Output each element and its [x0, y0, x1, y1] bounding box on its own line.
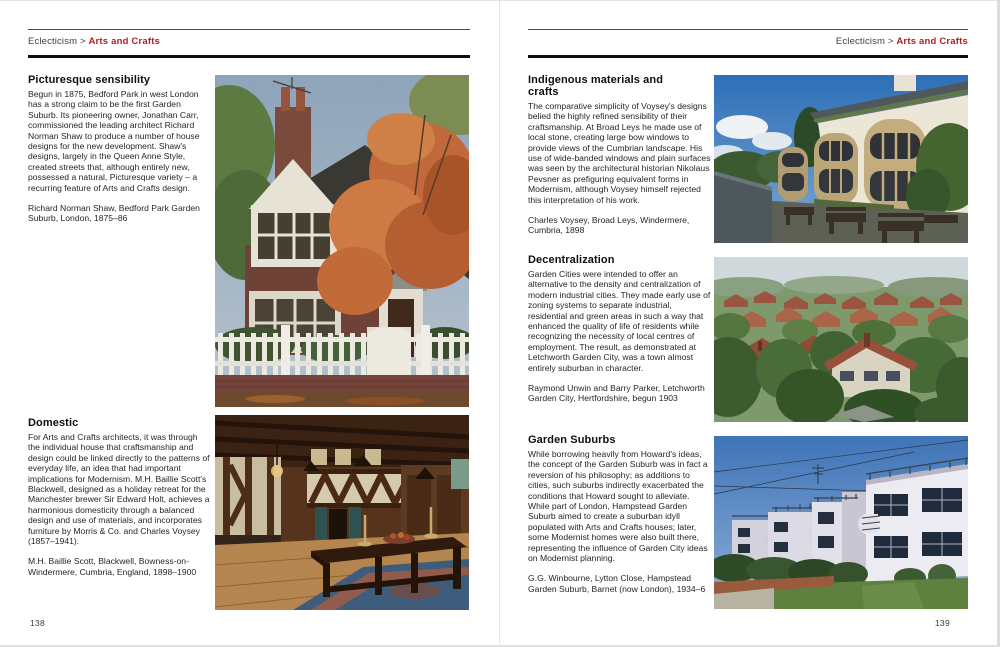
blackwell-interior-illustration: [215, 415, 469, 610]
section-heading: Decentralization: [528, 254, 615, 266]
page-number-right: 139: [934, 618, 950, 628]
photo-caption: G.G. Winbourne, Lytton Close, Hampstead Garden Suburb, Barnet (now London), 1934–6: [528, 573, 706, 594]
left-page-header: [28, 29, 470, 58]
letchworth-aerial-illustration: [714, 257, 968, 422]
photo-caption: Richard Norman Shaw, Bedford Park Garden Suburb, London, 1875–86: [28, 203, 200, 224]
section-heading: Domestic: [28, 417, 79, 429]
section-indigenous-materials: [528, 74, 711, 236]
breadcrumb: [28, 30, 470, 47]
right-page-header: [528, 29, 968, 58]
broad-leys-illustration: [714, 75, 968, 243]
section-body: Garden Cities were intended to offer an alternative to the density and centralization of modern industrial cities. They made early use of zoning systems to separate industrial, residential and green areas in such a way that enhanced the quality of life of residents while recognizing the necessity of local centres of employment. The result, as demonstrated at Letchworth Garden City, was a town almost entirely suburban in character.: [528, 269, 711, 373]
section-body: Begun in 1875, Bedford Park in west London has a strong claim to be the first Garden Suburb. Its pioneering owner, Jonathan Carr, commissioned the leading architect Richard Norman Shaw to produce a number of house designs for the new development. Shaw's designs, largely in the Queen Anne Style, created streets that, although entirely new, possessed a natural, Picturesque variety – a recurring feature of Arts and Crafts design.: [28, 89, 200, 193]
section-picturesque-sensibility: [28, 74, 211, 224]
photo-caption: M.H. Baillie Scott, Blackwell, Bowness-on-Windermere, Cumbria, England, 1898–1900: [28, 556, 197, 577]
lytton-close-illustration: [714, 436, 968, 609]
page-number-left: 138: [30, 618, 46, 628]
section-heading: Picturesque sensibility: [28, 74, 151, 86]
breadcrumb-style: Arts and Crafts: [88, 36, 161, 47]
bedford-park-illustration: [215, 75, 469, 407]
section-garden-suburbs: [528, 434, 711, 594]
breadcrumb-style: Arts and Crafts: [896, 36, 968, 47]
breadcrumb: [528, 30, 968, 47]
section-decentralization: [528, 254, 711, 404]
photo-letchworth-aerial: [714, 257, 968, 422]
photo-lytton-close: [714, 436, 968, 609]
section-heading: Indigenous materials and crafts: [528, 74, 664, 98]
photo-broad-leys: [714, 75, 968, 243]
photo-caption: Charles Voysey, Broad Leys, Windermere, Cumbria, 1898: [528, 215, 690, 236]
page-gutter: [499, 0, 500, 647]
photo-caption: Raymond Unwin and Barry Parker, Letchworth Garden City, Hertfordshire, begun 1903: [528, 383, 705, 404]
section-heading: Garden Suburbs: [528, 434, 616, 446]
photo-bedford-park: [215, 75, 469, 407]
breadcrumb-chapter: Eclecticism >: [835, 36, 894, 47]
section-body: The comparative simplicity of Voysey's designs belied the highly refined sensibility of their craftsmanship. At Broad Leys he made use of local stone, creating large bow windows to provide views of the Cumbrian landscape. His use of wide-banded windows and plain surfaces was seen by the architectural historian Nikolaus Pevsner as prefiguring equivalent forms in Modernism, although Voysey himself rejected this interpretation of his work.: [528, 101, 711, 205]
breadcrumb-chapter: Eclecticism >: [28, 36, 86, 47]
section-domestic: [28, 417, 211, 577]
section-body: For Arts and Crafts architects, it was through the individual house that craftsmanship and design could be linked directly to the patterns of everyday life, an idea that had important implications for Modernism. M.H. Baillie Scott's Blackwell, designed as a holiday retreat for the Manchester brewer Sir Edward Holt, achieves a harmonious domesticity through a balanced design and use of materials, and incorporates furniture by Morris & Co. and Charles Voysey (1857–1941).: [28, 432, 210, 547]
scan-edge-top: [0, 0, 1000, 1]
photo-blackwell-interior: [215, 415, 469, 610]
section-body: While borrowing heavily from Howard's ideas, the concept of the Garden Suburb was in fact a reversion of his philosophy; as additions to cities, such suburbs indirectly exacerbated the conditions that Howard sought to alleviate. While part of London, Hampstead Garden Suburb aimed to create a suburban idyll populated with Arts and Crafts houses; later, some Modernist homes were also built there, representing the influence of Garden City ideas on Modernist planning.: [528, 449, 708, 564]
